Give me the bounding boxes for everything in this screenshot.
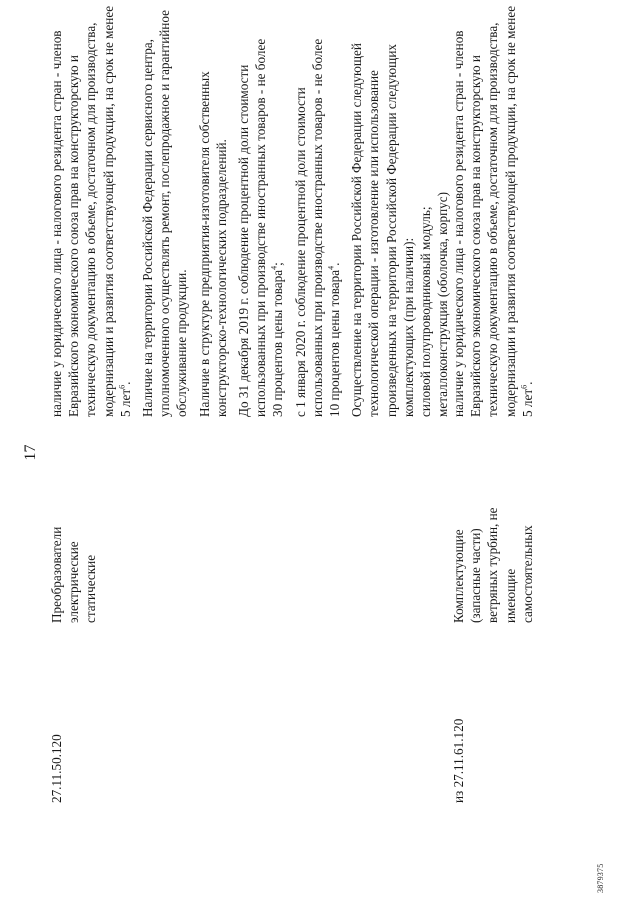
requirement-line — [82, 5, 99, 417]
requirement-text: 5 лет — [519, 388, 535, 417]
requirement-text: обслуживание продукции. — [174, 269, 190, 417]
product-name-line: статические — [83, 554, 99, 623]
requirement-text: техническую документацию в объеме, достаточном для производства, — [485, 22, 501, 417]
footnote-marker: 6 — [117, 384, 127, 389]
requirement-line — [292, 5, 309, 417]
requirement-line — [139, 5, 156, 417]
requirement-text: комплектующих (при наличии): — [400, 237, 416, 417]
product-name-line: ветряных турбин, не — [485, 507, 501, 623]
requirement-text: использованных при производстве иностранных товаров - не более — [309, 38, 325, 417]
document-code: 3879375 — [596, 863, 605, 893]
requirement-text: 10 процентов цены товара — [327, 269, 343, 417]
requirement-text: уполномоченного осуществлять ремонт, послепродажное и гарантийное — [157, 10, 173, 417]
requirement-line — [100, 5, 117, 417]
requirement-text: модернизации и развития соответствующей продукции, на срок не менее — [100, 5, 116, 417]
punctuation: . — [327, 262, 343, 266]
requirement-line — [434, 5, 451, 417]
requirement-paragraph — [139, 5, 191, 417]
okpd-code: из 27.11.61.120 — [451, 718, 466, 803]
requirement-text: Евразийского экономического союза прав на конструкторскую и — [468, 55, 484, 417]
requirements-text — [450, 5, 536, 417]
footnote-marker: 6 — [519, 384, 529, 389]
requirement-paragraph — [48, 5, 134, 417]
requirement-line — [467, 5, 484, 417]
requirement-text: модернизации и развития соответствующей продукции, на срок не менее — [502, 5, 518, 417]
requirements-text — [48, 5, 451, 417]
requirement-line — [365, 5, 382, 417]
page-number: 17 — [22, 444, 39, 461]
requirement-line — [400, 5, 417, 417]
requirement-text: с 1 января 2020 г. соблюдение процентной доли стоимости — [292, 87, 308, 417]
requirement-text: технологической операции - изготовление или использование — [366, 70, 382, 417]
requirement-text: 5 лет — [117, 388, 133, 417]
requirement-text: наличие у юридического лица - налогового резидента стран - членов — [451, 30, 466, 417]
product-name-line: Комплектующие — [451, 529, 466, 623]
requirement-line — [309, 5, 326, 417]
requirement-text: техническую документацию в объеме, достаточном для производства, — [83, 22, 99, 417]
requirement-line — [213, 5, 230, 417]
requirement-line — [269, 5, 286, 417]
requirement-line — [173, 5, 190, 417]
requirement-line — [383, 5, 400, 417]
requirement-line — [348, 5, 365, 417]
requirement-paragraph — [292, 5, 344, 417]
requirement-text: произведенных на территории Российской Федерации следующих — [383, 44, 399, 417]
requirement-line — [156, 5, 173, 417]
requirement-text: Наличие в структуре предприятия-изготовителя собственных — [196, 71, 212, 417]
requirement-line — [502, 5, 519, 417]
requirement-text: Осуществление на территории Российской Федерации следующей — [349, 43, 365, 417]
product-name-line: имеющие — [502, 568, 518, 623]
requirement-line — [450, 5, 467, 417]
okpd-code: 27.11.50.120 — [49, 734, 64, 803]
requirement-line — [48, 5, 65, 417]
requirement-text: 30 процентов цены товара — [270, 269, 286, 417]
requirement-paragraph — [235, 5, 287, 417]
product-name — [48, 423, 100, 623]
product-name-line: Преобразователи — [49, 526, 64, 623]
product-name-line: (запасные части) — [468, 528, 484, 623]
requirement-line — [252, 5, 269, 417]
requirement-text: силовой полупроводниковый модуль; — [418, 206, 434, 417]
product-name — [450, 423, 536, 623]
punctuation: ; — [270, 262, 286, 266]
footnote-marker: 4 — [270, 265, 280, 270]
requirement-paragraph — [196, 5, 230, 417]
requirement-line — [326, 5, 343, 417]
punctuation: . — [519, 381, 535, 385]
requirement-line — [235, 5, 252, 417]
requirement-text: Наличие на территории Российской Федерации сервисного центра, — [140, 39, 156, 417]
product-name-line: электрические — [66, 541, 82, 623]
requirement-text: Евразийского экономического союза прав на конструкторскую и — [66, 55, 82, 417]
product-name-line: самостоятельных — [519, 525, 535, 623]
requirement-paragraph — [348, 5, 451, 417]
requirement-line — [519, 5, 536, 417]
requirement-text: металлоконструкция (оболочка, корпус) — [435, 192, 451, 417]
requirement-line — [117, 5, 134, 417]
requirement-line — [484, 5, 501, 417]
requirement-text: использованных при производстве иностранных товаров - не более — [253, 38, 269, 417]
requirement-line — [196, 5, 213, 417]
requirement-line — [417, 5, 434, 417]
requirement-paragraph — [450, 5, 536, 417]
requirement-text: До 31 декабря 2019 г. соблюдение процентной доли стоимости — [236, 64, 252, 417]
requirement-text: наличие у юридического лица - налогового резидента стран - членов — [49, 30, 64, 417]
requirement-text: конструкторско-технологических подразделений. — [213, 139, 229, 417]
punctuation: . — [117, 381, 133, 385]
footnote-marker: 4 — [326, 265, 336, 270]
requirement-line — [65, 5, 82, 417]
